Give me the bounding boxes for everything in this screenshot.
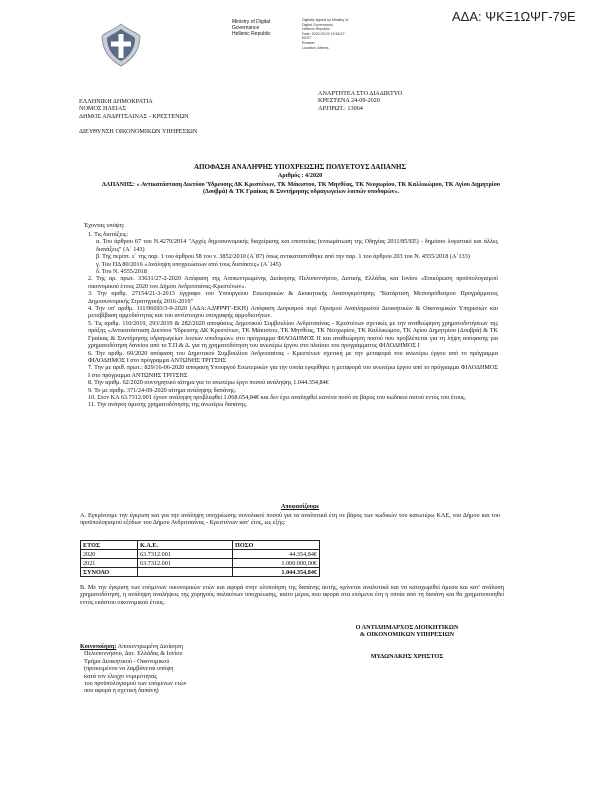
consideration-item: 11. Την ανάγκη άμεσης χρηματοδότησης της ανωτέρω δαπάνης. <box>88 401 248 409</box>
stamp-detail-line: Reason: <box>302 40 316 45</box>
stamp-detail-line: Hellenic Republic <box>302 27 330 32</box>
decision-subject: ΔΑΠΑΝΗΣ: « Αντικατάσταση Δικτύου Ύδρευσης ΔΚ Κρεστένων, ΤΚ Μάκιστου, ΤΚ Μηνθέας, ΤΚ Νεοχωρίου, ΤΚ Καλλικώμου, ΤΚ Αγίου Δημητρίου (Δουβρά) & ΤΚ Γραίκας & Συντήρησης υδραγωγείων λοιπών υποδομών». <box>101 181 501 196</box>
signatory-name: ΜΥΔΩΝΑΚΗΣ ΧΡΗΣΤΟΣ <box>370 652 444 660</box>
signature-stamp-details <box>302 18 374 50</box>
expense-table <box>80 540 320 577</box>
consideration-item: 9. Το με αριθμ. 371/24-09-2020 αίτημα ανάληψης δαπάνης. <box>88 386 237 394</box>
consideration-item: γ. Του ΠΔ 80/2016 «Ανάληψη υποχρεώσεων από τους διατάκτες» (Α΄145) <box>96 260 281 268</box>
table-header-cell: Κ.Α.Ε. <box>138 541 233 550</box>
table-header-row <box>81 541 320 550</box>
distribution-line: Πελοποννήσου, Δυτ. Ελλάδας & Ιονίου <box>84 650 183 658</box>
table-total-label: ΣΥΝΟΛΟ <box>81 568 138 577</box>
greek-emblem-icon <box>98 22 144 68</box>
issuer-line: ΕΛΛΗΝΙΚΗ ΔΗΜΟΚΡΑΤΙΑ <box>79 98 153 105</box>
decision-paragraph-b: Β. Με την έγκριση των επόμενων οικονομικών ετών και αφορά στην υλοποίηση της δαπάνης αυτής, κρίνεται αναλυτικά και να καταχωριθεί άμεσα και κατ' ανάλυση χρηματοδότηση, η ανάληψη αναλήψεις της χορηγούς παλαιότων υποχρέωσης, καιτο μέρος που αφορά στα επόμενα έτη η οποία από τη δαπάνη και θα χρηματοποιηθεί εντός εκάστου οικονομικού έτους. <box>80 584 504 606</box>
consideration-item: 10. Στον ΚΑ 63.7312.001 έχουν ανάληψη προβλεφθεί 1.068.654,84€ και δεν έχει αναληφθεί κανένα ποσό σε βάρος του κωδικού αυτού εντός του έτους. <box>88 393 467 401</box>
doc-meta-block <box>318 90 402 112</box>
distribution-line: του προϋπολογισμού των επόμενων ετών <box>84 680 187 688</box>
table-header-cell: ΠΟΣΟ <box>233 541 320 550</box>
table-row <box>81 550 320 559</box>
signature-stamp-issuer <box>232 19 302 37</box>
stamp-ministry-line: Hellenic Republic <box>232 31 271 37</box>
distribution-block <box>80 643 250 695</box>
ada-code: ΑΔΑ: ΨΚΞ1ΩΨΓ-79Ε <box>452 9 576 24</box>
decision-number: Αριθμός : 4/2020 <box>277 172 323 179</box>
table-cell-year: 2021 <box>81 559 138 568</box>
consideration-item: α. Του άρθρου 67 του Ν.4270/2014 "Αρχές δημοσιονομικής διαχείρισης και εποπτείας (ενσωμάτωση της Οδηγίας 2011/85/ΕΕ) - δημόσιο λογιστικό και άλλες διατάξεις" (Α΄ 143) <box>96 238 498 253</box>
decision-heading: ΑΠΟΦΑΣΗ ΑΝΑΛΗΨΗΣ ΥΠΟΧΡΕΩΣΗΣ ΠΟΛΥΕΤΟΥΣ ΔΑΠΑΝΗΣ <box>193 163 407 171</box>
consideration-item: 8. Την αριθμ. 62/2020 συντηρητικό αίτημα για το ανωτέρω έργο ποσού ανάληψης 1.044.354,84€ <box>88 379 329 387</box>
distribution-line: κατά τον έλεγχο νομιμότητας <box>84 672 157 680</box>
consideration-item: 5. Τις αριθμ. 110/2019, 293/2019 & 282/2020 αποφάσεις Δημοτικού Συμβουλίου Ανδριτσαίνας - Κρεστένων σχετικές με την αναθεώρηση χρηματοδοτήσεων της πράξης «Αντικατάσταση Δικτύου Ύδρευσης ΔΚ Κρεστένων, ΤΚ Μάκιστου, ΤΚ Μηνθέας, ΤΚ Νεοχωρίου, ΤΚ Καλλικώμου, ΤΚ Αγίου Δημητρίου (Δουβρά) & ΤΚ Γραίκας & Συντήρησης υδραγωγείων λοιπών υποδομών» στο πρόγραμμα ΦΙΛΟΔΗΜΟΣ ΙΙ και αναθεώρηση ποσού που προβλέπεται για τη λήψη απόφασης για χρηματοδότηση δανείου από το Τ.Π.& Δ. για τη χρηματοδότηση του ανωτέρω έργου στο πλαίσιο του προγράμματος ΦΙΛΟΔΗΜΟΣ Ι <box>88 319 498 350</box>
issuer-block <box>79 98 197 136</box>
table-cell-amount: 44.354,84€ <box>233 550 320 559</box>
table-cell-year: 2020 <box>81 550 138 559</box>
stamp-detail-line: Date: 2020.09.24 15:58:27 <box>302 31 345 36</box>
consideration-item: 3. Την αριθμ. 27154/21-3-2013 έγγραφο του Υπουργείου Εσωτερικών & Διοικητικής Ανασυγκρότησης "Κατάρτιση Μεσοπρόθεσμου Προγράμματος Δημοσιονομικής Στρατηγικής 2016-2019" <box>88 290 498 305</box>
consideration-item: δ. Του Ν. 4555/2018 <box>96 268 147 276</box>
stamp-detail-line: EEST <box>302 36 312 41</box>
publish-note: ΑΝΑΡΤΗΤΕΑ ΣΤΟ ΔΙΑΔΙΚΤΥΟ <box>318 90 403 97</box>
protocol-number: ΑΡ.ΠΡΩΤ.: 13064 <box>318 104 363 112</box>
consideration-item: 2. Της αρ. πρωτ. 33631/27-2-2020 Απόφαση της Αποκεντρωμένης Διοίκησης Πελοποννήσου, Δυτικής Ελλάδας και Ιονίου «Επικύρωση προϋπολογισμού οικονομικού έτους 2020 του Δήμου Ανδριτσαίνας-Κρεστένων». <box>88 275 498 290</box>
preamble: Έχοντας υπόψη: <box>84 222 125 229</box>
stamp-detail-line: Digital Governance, <box>302 22 334 27</box>
distribution-line: Τμήμα Διοικητικού - Οικονομικού <box>84 657 170 665</box>
considerations-list <box>88 231 498 409</box>
decision-section-heading: Αποφασίζουμε <box>280 503 320 510</box>
signatory-block <box>312 624 502 660</box>
table-total-row <box>81 568 320 577</box>
signatory-title: & ΟΙΚΟΝΟΜΙΚΩΝ ΥΠΗΡΕΣΙΩΝ <box>359 631 455 639</box>
consideration-item: 4. Την υπ' αριθμ. 111/96693/3-9-2020 (ΑΔΑ:ΑΔΨΡΨΓ-ΕΚΗ) Απόφαση Διορισμού περί Ορισμού Αναπληρωτού Διοικητικών & Οικονομικών Υπηρεσιών και μεταβίβαση αρμοδιότητας και του αντίστοιχου υπογραφής αρμοδιοτήτων. <box>88 305 498 320</box>
table-cell-kae: 63.7312.001 <box>138 559 233 568</box>
table-total-empty <box>138 568 233 577</box>
table-cell-kae: 63.7312.001 <box>138 550 233 559</box>
table-total-amount: 1.044.354,84€ <box>233 568 320 577</box>
distribution-heading: Κοινοποίηση: <box>80 643 117 650</box>
table-header-cell: ΕΤΟΣ <box>81 541 138 550</box>
distribution-line: (προκειμένου να λαμβάνεται υπόψη <box>84 665 174 673</box>
stamp-ministry-line: Ministry of Digital <box>232 19 271 25</box>
stamp-detail-line: Digitally signed by Ministry of <box>302 18 349 22</box>
stamp-ministry-line: Governance <box>232 25 260 31</box>
distribution-line: που αφορά η σχετική δαπάνη) <box>84 687 159 695</box>
consideration-item: 1. Τις διατάξεις: <box>88 231 129 238</box>
table-row <box>81 559 320 568</box>
issuer-line: ΝΟΜΟΣ ΗΛΕΙΑΣ <box>79 105 126 113</box>
signatory-title: Ο ΑΝΤΙΔΗΜΑΡΧΟΣ ΔΙΟΙΚΗΤΙΚΩΝ <box>355 624 459 631</box>
consideration-item: 7. Την με αριθ. πρωτ.: 829/16-06-2020 απόφαση Υπουργού Εσωτερικών για την οποία εγκρίθηκε η μεταφορά του ανωτέρω έργου από το πρόγραμμα ΦΙΛΟΔΗΜΟΣ Ι στο πρόγραμμα ΑΝΤΩΝΗΣ ΤΡΙΤΣΗΣ <box>88 364 498 379</box>
distribution-recipient: Αποκεντρωμένη Διοίκηση <box>117 643 183 650</box>
place-date: ΚΡΕΣΤΕΝΑ 24-09-2020 <box>318 97 380 105</box>
stamp-detail-line: Location: Athens <box>302 45 329 50</box>
table-cell-amount: 1.000.000,00€ <box>233 559 320 568</box>
issuer-line: ΔΗΜΟΣ ΑΝΔΡΙΤΣΑΙΝΑΣ - ΚΡΕΣΤΕΝΩΝ <box>79 112 189 120</box>
consideration-item: 6. Την αριθμ. 60/2020 απόφαση του Δημοτικού Συμβουλίου Ανδριτσαίνας - Κρεστένων σχετική με την μεταφορά του ανωτέρω έργου από το πρόγραμμα ΦΙΛΟΔΗΜΟΣ Ι στο πρόγραμμα ΑΝΤΩΝΗΣ ΤΡΙΤΣΗΣ <box>88 349 498 364</box>
consideration-item: β. Της περίπτ. ε΄ της παρ. 1 του άρθρου 58 του ν. 3852/2010 (Α΄87) όπως αντικαταστάθηκε από την παρ. 1 του άρθρου 203 του Ν. 4555/2018 (Α΄133) <box>96 253 470 261</box>
department-line: ΔΙΕΥΘΥΝΣΗ ΟΙΚΟΝΟΜΙΚΩΝ ΥΠΗΡΕΣΙΩΝ <box>79 128 198 136</box>
decision-paragraph-a: Α. Εγκρίνουμε την έγκριση και για την ανάληψη υποχρέωσης συνολικού ποσού για τα αναλυτικά έτη σε βάρος των κωδικών του κατωτέρω ΚΑΕ, του Δήμου και του προϋπολογισμού εξόδων του Δήμου Ανδριτσαίνας - Κρεστένων κατ' έτος, ως εξής: <box>80 512 500 527</box>
